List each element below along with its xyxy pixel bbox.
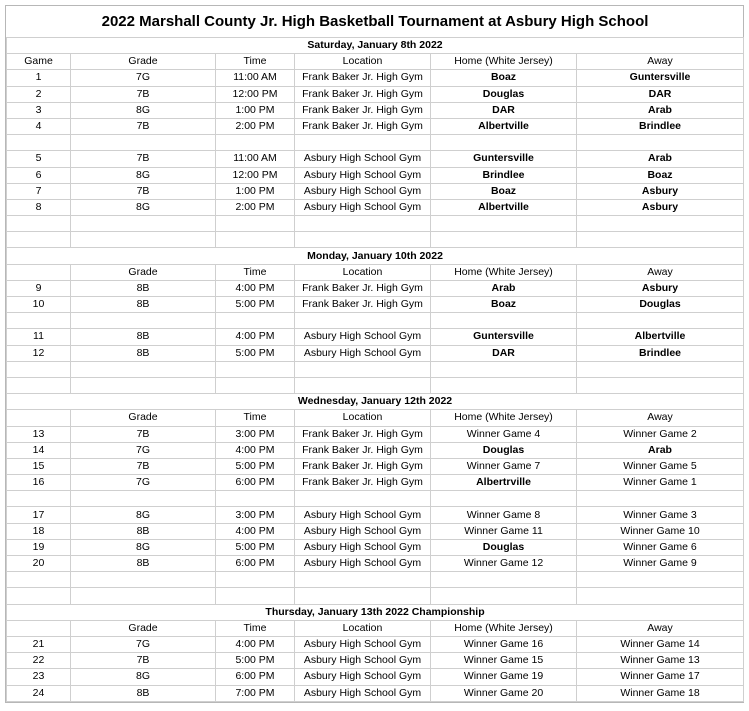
spacer-row	[7, 377, 744, 393]
cell-grade: 7B	[71, 118, 216, 134]
cell-grade: 8B	[71, 523, 216, 539]
empty-cell	[7, 377, 71, 393]
empty-cell	[216, 377, 295, 393]
empty-cell	[71, 216, 216, 232]
empty-cell	[71, 313, 216, 329]
empty-cell	[71, 491, 216, 507]
cell-time: 6:00 PM	[216, 556, 295, 572]
cell-time: 11:00 AM	[216, 70, 295, 86]
cell-grade: 7B	[71, 86, 216, 102]
empty-cell	[7, 135, 71, 151]
empty-cell	[216, 232, 295, 248]
cell-away: Winner Game 6	[577, 539, 744, 555]
empty-cell	[216, 135, 295, 151]
game-row	[7, 183, 744, 199]
game-row	[7, 426, 744, 442]
cell-time: 5:00 PM	[216, 297, 295, 313]
cell-game: 11	[7, 329, 71, 345]
cell-game: 19	[7, 539, 71, 555]
cell-time: 4:00 PM	[216, 523, 295, 539]
cell-game: 22	[7, 653, 71, 669]
game-row	[7, 556, 744, 572]
empty-cell	[577, 491, 744, 507]
cell-location: Asbury High School Gym	[295, 183, 431, 199]
game-row	[7, 442, 744, 458]
cell-grade: 8B	[71, 329, 216, 345]
column-header-away: Away	[577, 264, 744, 280]
empty-cell	[577, 588, 744, 604]
empty-cell	[216, 313, 295, 329]
cell-time: 4:00 PM	[216, 329, 295, 345]
game-row	[7, 86, 744, 102]
cell-away: Asbury	[577, 280, 744, 296]
cell-time: 1:00 PM	[216, 183, 295, 199]
cell-game: 16	[7, 475, 71, 491]
cell-home: Winner Game 4	[431, 426, 577, 442]
cell-home: Douglas	[431, 442, 577, 458]
column-header-away: Away	[577, 410, 744, 426]
empty-cell	[295, 572, 431, 588]
cell-game: 9	[7, 280, 71, 296]
column-header-home: Home (White Jersey)	[431, 620, 577, 636]
cell-grade: 7G	[71, 442, 216, 458]
cell-grade: 7B	[71, 426, 216, 442]
cell-location: Asbury High School Gym	[295, 167, 431, 183]
cell-home: DAR	[431, 102, 577, 118]
game-row	[7, 523, 744, 539]
day-title: Monday, January 10th 2022	[7, 248, 744, 264]
column-header-time: Time	[216, 620, 295, 636]
empty-cell	[71, 361, 216, 377]
empty-cell	[7, 313, 71, 329]
cell-game: 15	[7, 458, 71, 474]
empty-cell	[577, 361, 744, 377]
game-row	[7, 167, 744, 183]
game-row	[7, 280, 744, 296]
column-header-game	[7, 620, 71, 636]
cell-home: Brindlee	[431, 167, 577, 183]
column-header-row	[7, 620, 744, 636]
cell-time: 3:00 PM	[216, 507, 295, 523]
cell-home: Winner Game 15	[431, 653, 577, 669]
cell-location: Frank Baker Jr. High Gym	[295, 458, 431, 474]
empty-cell	[7, 572, 71, 588]
cell-away: Winner Game 13	[577, 653, 744, 669]
cell-game: 24	[7, 685, 71, 701]
cell-game: 17	[7, 507, 71, 523]
cell-time: 12:00 PM	[216, 167, 295, 183]
separator-row	[7, 491, 744, 507]
empty-cell	[577, 135, 744, 151]
cell-grade: 7B	[71, 151, 216, 167]
cell-game: 1	[7, 70, 71, 86]
cell-time: 12:00 PM	[216, 86, 295, 102]
empty-cell	[216, 216, 295, 232]
game-row	[7, 475, 744, 491]
cell-away: Winner Game 2	[577, 426, 744, 442]
empty-cell	[295, 491, 431, 507]
spacer-row	[7, 572, 744, 588]
empty-cell	[431, 232, 577, 248]
cell-location: Asbury High School Gym	[295, 523, 431, 539]
cell-home: Douglas	[431, 539, 577, 555]
cell-game: 10	[7, 297, 71, 313]
column-header-row	[7, 54, 744, 70]
cell-location: Asbury High School Gym	[295, 199, 431, 215]
cell-home: Winner Game 19	[431, 669, 577, 685]
cell-home: Winner Game 11	[431, 523, 577, 539]
day-title: Saturday, January 8th 2022	[7, 38, 744, 54]
empty-cell	[431, 216, 577, 232]
empty-cell	[216, 491, 295, 507]
cell-grade: 8B	[71, 345, 216, 361]
cell-location: Frank Baker Jr. High Gym	[295, 475, 431, 491]
cell-time: 3:00 PM	[216, 426, 295, 442]
empty-cell	[577, 572, 744, 588]
cell-game: 4	[7, 118, 71, 134]
game-row	[7, 539, 744, 555]
empty-cell	[295, 313, 431, 329]
game-row	[7, 102, 744, 118]
cell-game: 12	[7, 345, 71, 361]
cell-game: 20	[7, 556, 71, 572]
cell-time: 6:00 PM	[216, 475, 295, 491]
empty-cell	[295, 232, 431, 248]
cell-grade: 8G	[71, 167, 216, 183]
empty-cell	[216, 572, 295, 588]
cell-time: 5:00 PM	[216, 539, 295, 555]
game-row	[7, 458, 744, 474]
cell-away: Arab	[577, 151, 744, 167]
column-header-grade: Grade	[71, 264, 216, 280]
cell-home: Arab	[431, 280, 577, 296]
cell-away: Brindlee	[577, 345, 744, 361]
empty-cell	[295, 216, 431, 232]
game-row	[7, 636, 744, 652]
cell-location: Frank Baker Jr. High Gym	[295, 86, 431, 102]
cell-grade: 8G	[71, 199, 216, 215]
column-header-row	[7, 410, 744, 426]
column-header-location: Location	[295, 410, 431, 426]
cell-away: Guntersville	[577, 70, 744, 86]
cell-grade: 7B	[71, 653, 216, 669]
empty-cell	[431, 361, 577, 377]
cell-time: 11:00 AM	[216, 151, 295, 167]
empty-cell	[71, 232, 216, 248]
cell-time: 2:00 PM	[216, 118, 295, 134]
cell-away: Winner Game 14	[577, 636, 744, 652]
empty-cell	[71, 135, 216, 151]
empty-cell	[216, 361, 295, 377]
empty-cell	[431, 135, 577, 151]
cell-location: Frank Baker Jr. High Gym	[295, 102, 431, 118]
game-row	[7, 199, 744, 215]
cell-location: Asbury High School Gym	[295, 345, 431, 361]
cell-home: Winner Game 8	[431, 507, 577, 523]
cell-away: Winner Game 3	[577, 507, 744, 523]
cell-location: Frank Baker Jr. High Gym	[295, 118, 431, 134]
column-header-time: Time	[216, 54, 295, 70]
day-title: Wednesday, January 12th 2022	[7, 394, 744, 410]
cell-location: Asbury High School Gym	[295, 685, 431, 701]
cell-grade: 8B	[71, 280, 216, 296]
column-header-game: Game	[7, 54, 71, 70]
cell-away: Winner Game 18	[577, 685, 744, 701]
cell-home: DAR	[431, 345, 577, 361]
cell-away: Asbury	[577, 199, 744, 215]
page-title: 2022 Marshall County Jr. High Basketball Tournament at Asbury High School	[7, 6, 744, 38]
cell-away: Winner Game 9	[577, 556, 744, 572]
cell-away: Brindlee	[577, 118, 744, 134]
cell-grade: 8G	[71, 539, 216, 555]
cell-away: Winner Game 1	[577, 475, 744, 491]
column-header-row	[7, 264, 744, 280]
cell-location: Asbury High School Gym	[295, 653, 431, 669]
column-header-grade: Grade	[71, 620, 216, 636]
cell-time: 7:00 PM	[216, 685, 295, 701]
column-header-location: Location	[295, 54, 431, 70]
cell-home: Douglas	[431, 86, 577, 102]
cell-game: 14	[7, 442, 71, 458]
column-header-home: Home (White Jersey)	[431, 264, 577, 280]
cell-away: Arab	[577, 102, 744, 118]
spacer-row	[7, 361, 744, 377]
game-row	[7, 297, 744, 313]
cell-away: Douglas	[577, 297, 744, 313]
cell-location: Frank Baker Jr. High Gym	[295, 70, 431, 86]
empty-cell	[71, 588, 216, 604]
column-header-time: Time	[216, 264, 295, 280]
cell-grade: 8G	[71, 102, 216, 118]
day-title: Thursday, January 13th 2022 Championship	[7, 604, 744, 620]
empty-cell	[431, 491, 577, 507]
cell-grade: 8G	[71, 507, 216, 523]
cell-location: Asbury High School Gym	[295, 539, 431, 555]
tournament-sheet	[5, 5, 744, 703]
separator-row	[7, 313, 744, 329]
cell-away: Arab	[577, 442, 744, 458]
game-row	[7, 669, 744, 685]
cell-game: 5	[7, 151, 71, 167]
cell-home: Winner Game 12	[431, 556, 577, 572]
cell-grade: 7B	[71, 458, 216, 474]
cell-away: Asbury	[577, 183, 744, 199]
game-row	[7, 345, 744, 361]
column-header-away: Away	[577, 620, 744, 636]
day-header-row	[7, 248, 744, 264]
cell-time: 5:00 PM	[216, 345, 295, 361]
cell-game: 23	[7, 669, 71, 685]
cell-away: Winner Game 5	[577, 458, 744, 474]
cell-grade: 8B	[71, 297, 216, 313]
cell-time: 2:00 PM	[216, 199, 295, 215]
cell-time: 4:00 PM	[216, 636, 295, 652]
game-row	[7, 151, 744, 167]
game-row	[7, 329, 744, 345]
empty-cell	[295, 588, 431, 604]
cell-location: Asbury High School Gym	[295, 329, 431, 345]
cell-location: Asbury High School Gym	[295, 636, 431, 652]
day-header-row	[7, 394, 744, 410]
cell-location: Asbury High School Gym	[295, 151, 431, 167]
cell-time: 5:00 PM	[216, 653, 295, 669]
empty-cell	[577, 377, 744, 393]
cell-location: Frank Baker Jr. High Gym	[295, 426, 431, 442]
column-header-away: Away	[577, 54, 744, 70]
game-row	[7, 653, 744, 669]
cell-game: 7	[7, 183, 71, 199]
cell-away: Winner Game 17	[577, 669, 744, 685]
day-header-row	[7, 604, 744, 620]
cell-grade: 8B	[71, 556, 216, 572]
cell-away: DAR	[577, 86, 744, 102]
cell-game: 2	[7, 86, 71, 102]
column-header-game	[7, 410, 71, 426]
column-header-location: Location	[295, 264, 431, 280]
column-header-location: Location	[295, 620, 431, 636]
cell-home: Guntersville	[431, 151, 577, 167]
cell-location: Frank Baker Jr. High Gym	[295, 280, 431, 296]
game-row	[7, 70, 744, 86]
cell-location: Asbury High School Gym	[295, 669, 431, 685]
empty-cell	[577, 232, 744, 248]
cell-game: 3	[7, 102, 71, 118]
cell-home: Albertrville	[431, 475, 577, 491]
cell-location: Asbury High School Gym	[295, 507, 431, 523]
cell-game: 6	[7, 167, 71, 183]
cell-time: 6:00 PM	[216, 669, 295, 685]
cell-home: Guntersville	[431, 329, 577, 345]
empty-cell	[295, 135, 431, 151]
empty-cell	[295, 377, 431, 393]
spacer-row	[7, 216, 744, 232]
schedule-table	[6, 6, 744, 702]
cell-home: Albertville	[431, 199, 577, 215]
cell-time: 1:00 PM	[216, 102, 295, 118]
cell-home: Winner Game 7	[431, 458, 577, 474]
empty-cell	[577, 216, 744, 232]
game-row	[7, 118, 744, 134]
empty-cell	[577, 313, 744, 329]
column-header-home: Home (White Jersey)	[431, 54, 577, 70]
cell-home: Albertville	[431, 118, 577, 134]
empty-cell	[71, 377, 216, 393]
empty-cell	[7, 491, 71, 507]
game-row	[7, 507, 744, 523]
cell-away: Albertville	[577, 329, 744, 345]
cell-game: 13	[7, 426, 71, 442]
cell-away: Boaz	[577, 167, 744, 183]
cell-game: 8	[7, 199, 71, 215]
cell-home: Boaz	[431, 297, 577, 313]
cell-home: Winner Game 16	[431, 636, 577, 652]
cell-home: Boaz	[431, 183, 577, 199]
empty-cell	[7, 232, 71, 248]
separator-row	[7, 135, 744, 151]
spacer-row	[7, 588, 744, 604]
spacer-row	[7, 232, 744, 248]
cell-home: Winner Game 20	[431, 685, 577, 701]
empty-cell	[7, 588, 71, 604]
empty-cell	[295, 361, 431, 377]
empty-cell	[431, 588, 577, 604]
game-row	[7, 685, 744, 701]
empty-cell	[431, 313, 577, 329]
cell-grade: 8B	[71, 685, 216, 701]
empty-cell	[7, 216, 71, 232]
cell-grade: 7G	[71, 70, 216, 86]
column-header-home: Home (White Jersey)	[431, 410, 577, 426]
cell-game: 18	[7, 523, 71, 539]
day-header-row	[7, 38, 744, 54]
empty-cell	[7, 361, 71, 377]
cell-grade: 7B	[71, 183, 216, 199]
cell-location: Asbury High School Gym	[295, 556, 431, 572]
empty-cell	[71, 572, 216, 588]
empty-cell	[431, 572, 577, 588]
cell-time: 4:00 PM	[216, 442, 295, 458]
cell-time: 5:00 PM	[216, 458, 295, 474]
cell-grade: 7G	[71, 475, 216, 491]
cell-grade: 8G	[71, 669, 216, 685]
title-row	[7, 6, 744, 38]
column-header-time: Time	[216, 410, 295, 426]
cell-location: Frank Baker Jr. High Gym	[295, 442, 431, 458]
cell-time: 4:00 PM	[216, 280, 295, 296]
column-header-grade: Grade	[71, 410, 216, 426]
cell-away: Winner Game 10	[577, 523, 744, 539]
cell-location: Frank Baker Jr. High Gym	[295, 297, 431, 313]
empty-cell	[431, 377, 577, 393]
empty-cell	[216, 588, 295, 604]
column-header-game	[7, 264, 71, 280]
cell-game: 21	[7, 636, 71, 652]
cell-grade: 7G	[71, 636, 216, 652]
column-header-grade: Grade	[71, 54, 216, 70]
cell-home: Boaz	[431, 70, 577, 86]
